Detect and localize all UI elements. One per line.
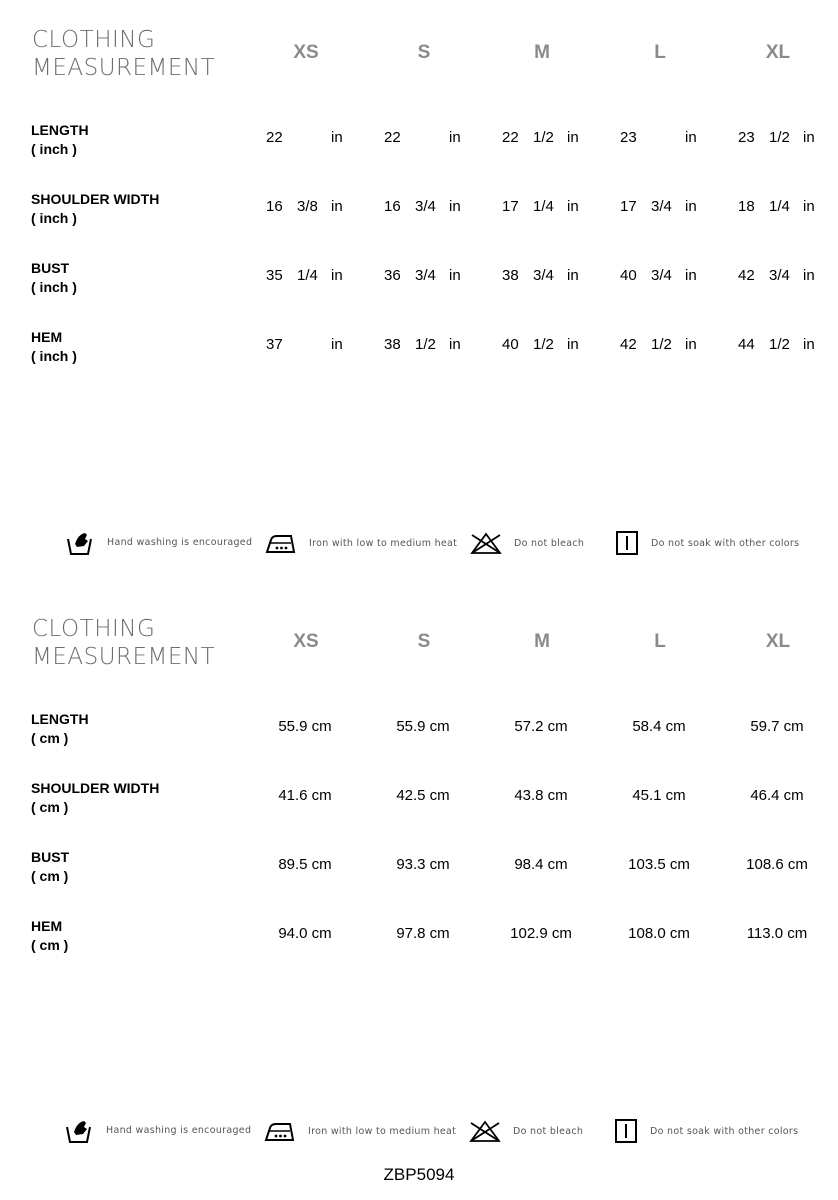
cm-row-shoulder-label — [31, 779, 159, 817]
inch-row-bust-label — [31, 259, 77, 297]
cm-value: 103.5 cm — [628, 856, 690, 873]
value-fraction: 3/4 — [651, 198, 672, 215]
value-fraction: 3/4 — [415, 198, 436, 215]
value-whole: 42 — [738, 267, 755, 284]
value-whole: 38 — [502, 267, 519, 284]
cm-value: 108.0 cm — [628, 925, 690, 942]
hand-wash-icon — [66, 530, 94, 556]
care-text: Do not soak with other colors — [651, 538, 800, 549]
hand-wash-icon — [65, 1118, 93, 1144]
no-bleach-icon — [469, 531, 503, 555]
value-whole: 23 — [620, 129, 637, 146]
product-code: ZBP5094 — [383, 1165, 455, 1184]
row-unit: ( cm ) — [31, 730, 69, 746]
cm-row-hem-label — [31, 917, 68, 955]
inch-size-l: L — [654, 42, 666, 63]
inch-size-m: M — [534, 42, 550, 63]
value-unit: in — [803, 198, 815, 215]
row-name: HEM — [31, 918, 63, 934]
value-whole: 40 — [620, 267, 637, 284]
row-name: BUST — [31, 849, 70, 865]
row-unit: ( cm ) — [31, 937, 69, 953]
row-unit: ( inch ) — [31, 141, 77, 157]
value-fraction: 1/4 — [533, 198, 554, 215]
inch-title — [32, 26, 215, 82]
cm-row-bust-label — [31, 848, 69, 886]
row-name: BUST — [31, 260, 70, 276]
row-unit: ( inch ) — [31, 279, 77, 295]
value-unit: in — [449, 129, 461, 146]
inch-size-xl: XL — [765, 42, 791, 63]
value-whole: 44 — [738, 336, 755, 353]
cm-size-xl: XL — [765, 631, 791, 652]
cm-value: 43.8 cm — [514, 787, 568, 804]
value-unit: in — [331, 267, 343, 284]
cm-value: 45.1 cm — [632, 787, 686, 804]
inch-size-xs: XS — [293, 42, 319, 63]
care-text: Hand washing is encouraged — [106, 1125, 252, 1136]
value-whole: 22 — [502, 129, 519, 146]
cm-value: 89.5 cm — [278, 856, 332, 873]
value-fraction: 1/2 — [651, 336, 672, 353]
row-name: HEM — [31, 329, 63, 345]
cm-value: 46.4 cm — [750, 787, 804, 804]
value-unit: in — [449, 198, 461, 215]
cm-value: 102.9 cm — [510, 925, 572, 942]
value-whole: 17 — [620, 198, 637, 215]
value-whole: 18 — [738, 198, 755, 215]
value-whole: 23 — [738, 129, 755, 146]
row-name: SHOULDER WIDTH — [31, 191, 160, 207]
inch-row-shoulder-label — [31, 190, 159, 228]
inch-title-line1: CLOTHING — [32, 27, 156, 53]
cm-value: 97.8 cm — [396, 925, 450, 942]
value-whole: 40 — [502, 336, 519, 353]
cm-value: 55.9 cm — [278, 718, 332, 735]
value-unit: in — [803, 336, 815, 353]
value-fraction: 3/8 — [297, 198, 318, 215]
value-fraction: 1/2 — [415, 336, 436, 353]
care-text: Do not soak with other colors — [650, 1126, 799, 1137]
value-unit: in — [331, 198, 343, 215]
row-unit: ( inch ) — [31, 348, 77, 364]
value-fraction: 3/4 — [769, 267, 790, 284]
care-text: Iron with low to medium heat — [308, 1126, 457, 1137]
cm-value: 113.0 cm — [746, 925, 808, 942]
value-fraction: 1/4 — [297, 267, 318, 284]
cm-value: 108.6 cm — [746, 856, 808, 873]
value-fraction: 3/4 — [533, 267, 554, 284]
cm-value: 42.5 cm — [396, 787, 450, 804]
value-whole: 36 — [384, 267, 401, 284]
cm-row-length-label — [31, 710, 89, 748]
no-bleach-icon — [468, 1119, 502, 1143]
value-unit: in — [567, 198, 579, 215]
value-unit: in — [449, 336, 461, 353]
value-fraction: 1/2 — [769, 336, 790, 353]
inch-size-s: S — [417, 42, 431, 63]
cm-value: 98.4 cm — [514, 856, 568, 873]
value-unit: in — [567, 336, 579, 353]
value-unit: in — [331, 336, 343, 353]
care-text: Iron with low to medium heat — [309, 538, 458, 549]
value-unit: in — [331, 129, 343, 146]
value-whole: 22 — [384, 129, 401, 146]
cm-value: 57.2 cm — [514, 718, 568, 735]
value-unit: in — [803, 129, 815, 146]
inch-row-hem-label — [31, 328, 77, 366]
iron-icon — [264, 1120, 296, 1142]
value-whole: 17 — [502, 198, 519, 215]
value-fraction: 1/2 — [769, 129, 790, 146]
no-soak-icon — [615, 1119, 637, 1143]
value-fraction: 3/4 — [651, 267, 672, 284]
cm-size-l: L — [654, 631, 666, 652]
cm-value: 94.0 cm — [278, 925, 332, 942]
cm-value: 41.6 cm — [278, 787, 332, 804]
cm-size-xs: XS — [293, 631, 319, 652]
value-whole: 16 — [266, 198, 283, 215]
value-fraction: 1/2 — [533, 129, 554, 146]
cm-title-line1: CLOTHING — [32, 616, 156, 642]
no-soak-icon — [616, 531, 638, 555]
care-text: Hand washing is encouraged — [107, 537, 253, 548]
value-unit: in — [803, 267, 815, 284]
row-unit: ( cm ) — [31, 868, 69, 884]
cm-value: 58.4 cm — [632, 718, 686, 735]
value-fraction: 3/4 — [415, 267, 436, 284]
value-unit: in — [685, 198, 697, 215]
value-unit: in — [685, 129, 697, 146]
row-name: LENGTH — [31, 711, 89, 727]
value-unit: in — [567, 129, 579, 146]
cm-size-s: S — [417, 631, 431, 652]
value-unit: in — [685, 267, 697, 284]
cm-value: 93.3 cm — [396, 856, 450, 873]
value-unit: in — [449, 267, 461, 284]
cm-value: 55.9 cm — [396, 718, 450, 735]
value-unit: in — [567, 267, 579, 284]
value-whole: 22 — [266, 129, 283, 146]
value-whole: 35 — [266, 267, 283, 284]
cm-title — [32, 615, 215, 671]
iron-icon — [265, 532, 297, 554]
value-whole: 16 — [384, 198, 401, 215]
value-fraction: 1/2 — [533, 336, 554, 353]
row-name: LENGTH — [31, 122, 89, 138]
value-whole: 37 — [266, 336, 283, 353]
row-unit: ( cm ) — [31, 799, 69, 815]
care-text: Do not bleach — [513, 1126, 584, 1137]
care-text: Do not bleach — [514, 538, 585, 549]
row-unit: ( inch ) — [31, 210, 77, 226]
value-unit: in — [685, 336, 697, 353]
value-whole: 38 — [384, 336, 401, 353]
inch-row-length-label — [31, 121, 89, 159]
row-name: SHOULDER WIDTH — [31, 780, 160, 796]
cm-title-line2: MEASUREMENT — [32, 644, 216, 670]
value-fraction: 1/4 — [769, 198, 790, 215]
value-whole: 42 — [620, 336, 637, 353]
cm-value: 59.7 cm — [750, 718, 804, 735]
inch-title-line2: MEASUREMENT — [32, 55, 216, 81]
cm-size-m: M — [534, 631, 550, 652]
